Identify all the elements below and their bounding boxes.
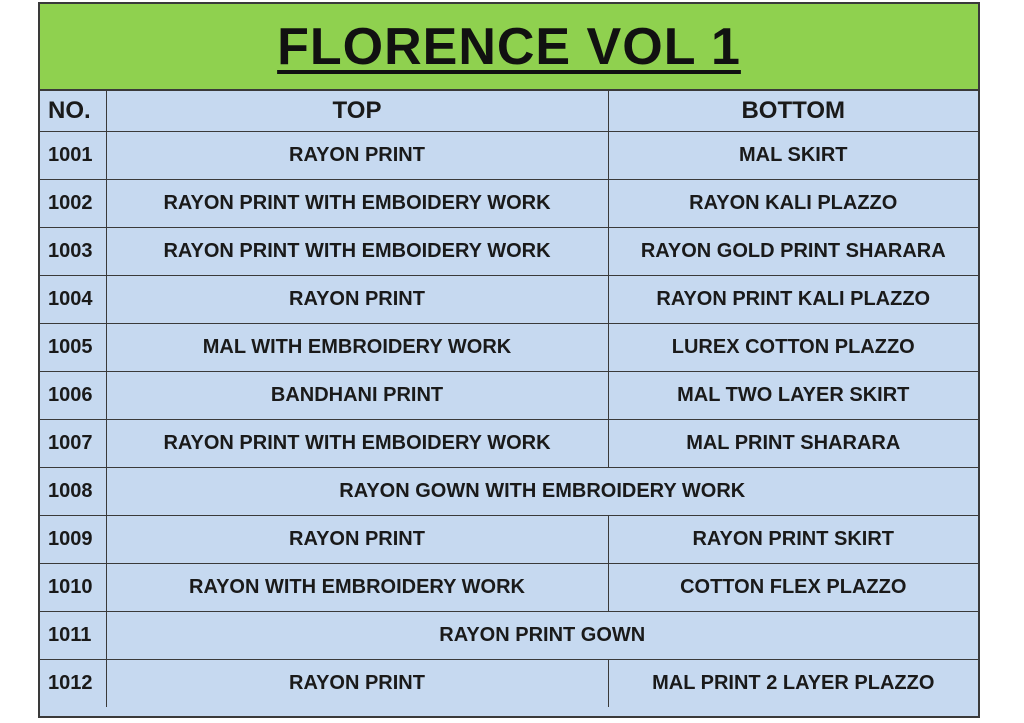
- table-row: [40, 516, 978, 564]
- top-description: RAYON PRINT: [106, 132, 608, 180]
- merged-description: RAYON GOWN WITH EMBROIDERY WORK: [106, 468, 978, 516]
- table-row: [40, 324, 978, 372]
- bottom-description: RAYON GOLD PRINT SHARARA: [608, 228, 978, 276]
- top-description: RAYON WITH EMBROIDERY WORK: [106, 564, 608, 612]
- table-row: [40, 564, 978, 612]
- top-description: RAYON PRINT: [106, 660, 608, 708]
- header-bottom: BOTTOM: [608, 91, 978, 132]
- top-description: RAYON PRINT WITH EMBOIDERY WORK: [106, 180, 608, 228]
- design-number: 1011: [40, 612, 106, 660]
- table-row: [40, 372, 978, 420]
- design-number: 1003: [40, 228, 106, 276]
- bottom-description: MAL PRINT 2 LAYER PLAZZO: [608, 660, 978, 708]
- table-row: [40, 228, 978, 276]
- design-number: 1010: [40, 564, 106, 612]
- table-header-row: [40, 91, 978, 132]
- top-description: RAYON PRINT WITH EMBOIDERY WORK: [106, 420, 608, 468]
- header-no: NO.: [40, 91, 106, 132]
- bottom-description: RAYON KALI PLAZZO: [608, 180, 978, 228]
- bottom-description: MAL SKIRT: [608, 132, 978, 180]
- top-description: RAYON PRINT: [106, 276, 608, 324]
- top-description: BANDHANI PRINT: [106, 372, 608, 420]
- title-bar: [40, 4, 978, 91]
- table-body: [40, 132, 978, 708]
- design-number: 1002: [40, 180, 106, 228]
- design-number: 1001: [40, 132, 106, 180]
- design-number: 1008: [40, 468, 106, 516]
- bottom-description: RAYON PRINT KALI PLAZZO: [608, 276, 978, 324]
- catalog-table: [40, 91, 978, 707]
- catalog-title: FLORENCE VOL 1: [277, 17, 741, 76]
- design-number: 1009: [40, 516, 106, 564]
- catalog-sheet: [38, 2, 980, 718]
- top-description: MAL WITH EMBROIDERY WORK: [106, 324, 608, 372]
- table-row: [40, 420, 978, 468]
- merged-description: RAYON PRINT GOWN: [106, 612, 978, 660]
- table-row: [40, 468, 978, 516]
- bottom-description: LUREX COTTON PLAZZO: [608, 324, 978, 372]
- bottom-description: MAL PRINT SHARARA: [608, 420, 978, 468]
- table-row: [40, 276, 978, 324]
- design-number: 1006: [40, 372, 106, 420]
- table-row: [40, 660, 978, 708]
- header-top: TOP: [106, 91, 608, 132]
- design-number: 1005: [40, 324, 106, 372]
- table-row: [40, 612, 978, 660]
- design-number: 1004: [40, 276, 106, 324]
- design-number: 1012: [40, 660, 106, 708]
- bottom-description: MAL TWO LAYER SKIRT: [608, 372, 978, 420]
- top-description: RAYON PRINT: [106, 516, 608, 564]
- table-row: [40, 180, 978, 228]
- bottom-description: RAYON PRINT SKIRT: [608, 516, 978, 564]
- bottom-description: COTTON FLEX PLAZZO: [608, 564, 978, 612]
- design-number: 1007: [40, 420, 106, 468]
- top-description: RAYON PRINT WITH EMBOIDERY WORK: [106, 228, 608, 276]
- table-row: [40, 132, 978, 180]
